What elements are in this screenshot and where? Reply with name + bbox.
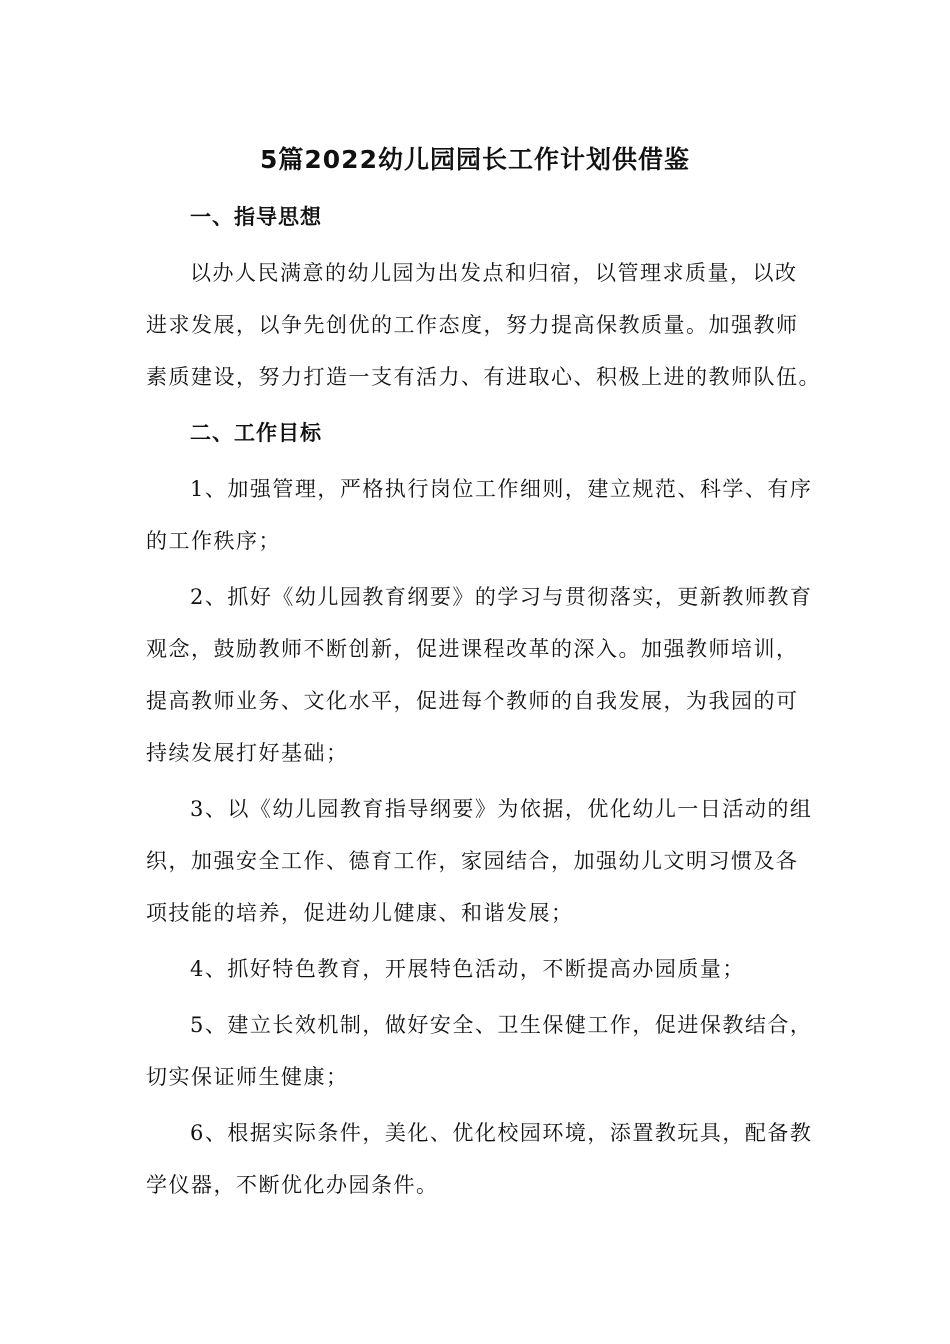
section-heading-work-goals: 二、工作目标	[190, 421, 322, 445]
list-item-line: 观念，鼓励教师不断创新，促进课程改革的深入。加强教师培训，	[146, 637, 799, 661]
document-title: 5篇2022幼儿园园长工作计划供借鉴	[260, 145, 690, 174]
list-item-line: 提高教师业务、文化水平，促进每个教师的自我发展，为我园的可	[146, 689, 799, 713]
list-item-line: 3、以《幼儿园教育指导纲要》为依据，优化幼儿一日活动的组	[190, 797, 813, 821]
list-item-line: 持续发展打好基础；	[146, 741, 349, 765]
section-heading-guiding-ideology: 一、指导思想	[190, 205, 322, 229]
paragraph-line: 以办人民满意的幼儿园为出发点和归宿，以管理求质量，以改	[190, 261, 798, 285]
list-item-line: 的工作秩序；	[146, 529, 281, 553]
paragraph-line: 素质建设，努力打造一支有活力、有进取心、积极上进的教师队伍。	[146, 365, 821, 389]
list-item-line: 织，加强安全工作、德育工作，家园结合，加强幼儿文明习惯及各	[146, 849, 799, 873]
list-item-line: 项技能的培养，促进幼儿健康、和谐发展；	[146, 901, 574, 925]
list-item-line: 学仪器，不断优化办园条件。	[146, 1173, 439, 1197]
list-item-line: 切实保证师生健康；	[146, 1065, 349, 1089]
paragraph-line: 进求发展，以争先创优的工作态度，努力提高保教质量。加强教师	[146, 313, 799, 337]
list-item-line: 2、抓好《幼儿园教育纲要》的学习与贯彻落实，更新教师教育	[190, 585, 813, 609]
list-item-line: 4、抓好特色教育，开展特色活动，不断提高办园质量；	[190, 957, 745, 981]
list-item-line: 6、根据实际条件，美化、优化校园环境，添置教玩具，配备教	[190, 1121, 813, 1145]
list-item-line: 5、建立长效机制，做好安全、卫生保健工作，促进保教结合，	[190, 1013, 813, 1037]
list-item-line: 1、加强管理，严格执行岗位工作细则，建立规范、科学、有序	[190, 477, 813, 501]
